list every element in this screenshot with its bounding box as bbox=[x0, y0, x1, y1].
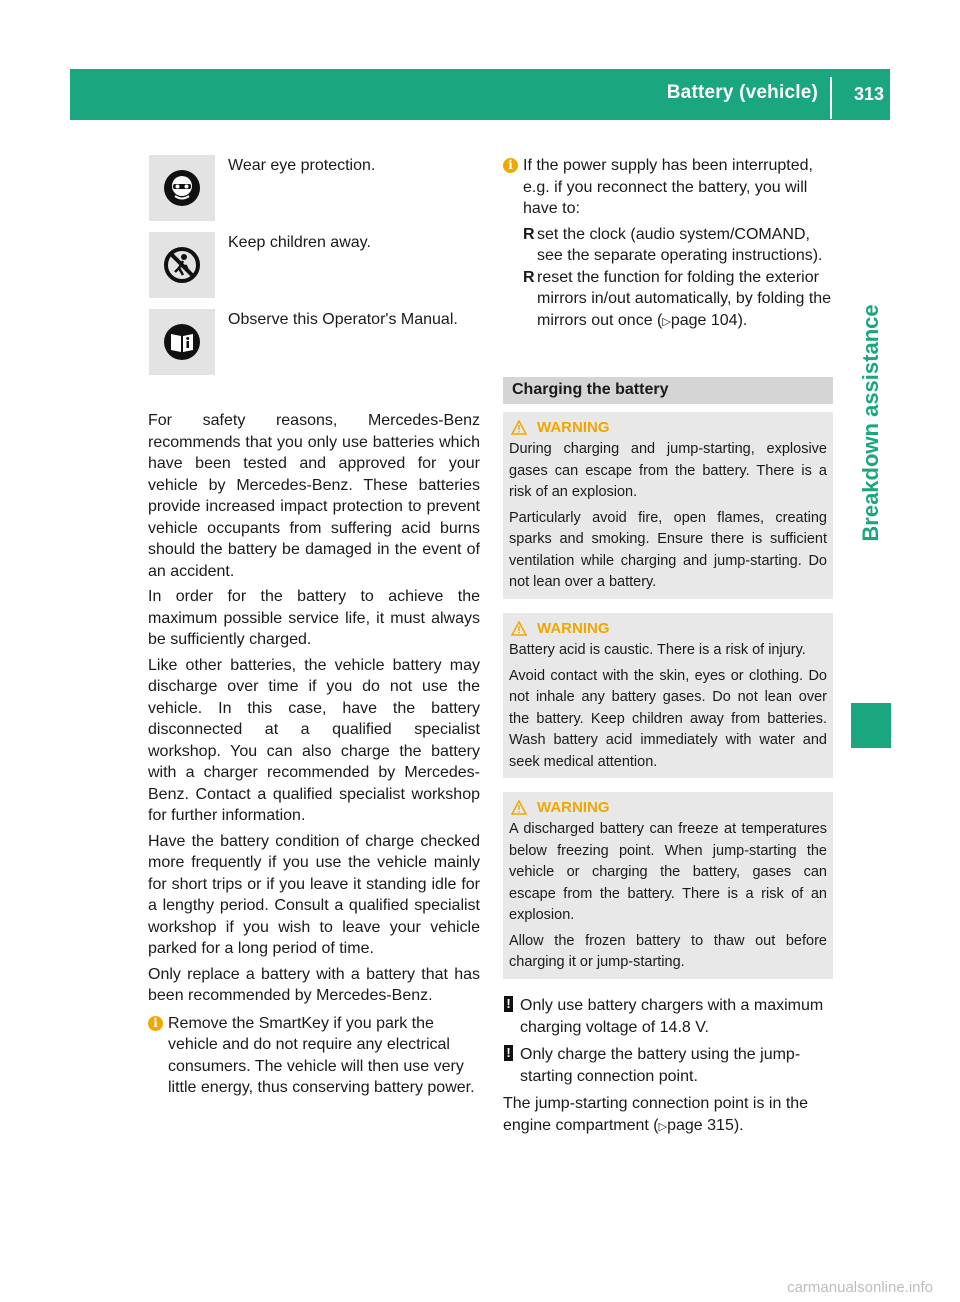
notes-section bbox=[503, 995, 835, 1138]
list-item bbox=[519, 224, 835, 267]
header-bar bbox=[70, 69, 890, 120]
warning-text: Allow the frozen battery to thaw out before charging it or jump-starting. bbox=[509, 932, 827, 970]
side-tab-label: Breakdown assistance bbox=[858, 304, 883, 542]
info-text: If the power supply has been interrupted, e.g. if you reconnect the battery, you will have to: bbox=[523, 157, 813, 217]
page-title: Battery (vehicle) bbox=[666, 82, 818, 103]
eye-protection-icon bbox=[149, 155, 215, 221]
warning-title: WARNING bbox=[509, 618, 827, 640]
info-note bbox=[503, 155, 835, 220]
list-item: R reset the function for folding the exterior mirrors in/out automatically, by folding the mirrors out once (▷ page 104). bbox=[519, 267, 835, 334]
paragraph: In order for the battery to achieve the maximum possible service life, it must always be sufficiently charged. bbox=[148, 588, 480, 648]
warning-text: Battery acid is caustic. There is a risk of injury. bbox=[509, 642, 806, 658]
warning-title: WARNING bbox=[509, 417, 827, 439]
page-reference-link[interactable]: ▷ page 315). bbox=[659, 1117, 744, 1134]
operators-manual-icon bbox=[149, 309, 215, 375]
warning-box bbox=[503, 792, 833, 979]
left-column bbox=[148, 410, 480, 1099]
side-tab-marker bbox=[851, 703, 891, 748]
warning-text: Particularly avoid fire, open flames, creating sparks and smoking. Ensure there is sufficient ventilation while charging and jump-starting. Do not lean over a battery. bbox=[509, 509, 827, 590]
exclamation-icon: ! bbox=[504, 1045, 513, 1061]
bullet-icon: R bbox=[523, 225, 535, 243]
watermark: carmanualsonline.info bbox=[787, 1279, 933, 1296]
info-text: Remove the SmartKey if you park the vehicle and do not require any electrical consumers. The vehicle will then use very little energy, thus conserving battery power. bbox=[168, 1014, 475, 1096]
page-reference-link[interactable]: ▷ page 104). bbox=[662, 312, 747, 329]
exclamation-icon: ! bbox=[504, 996, 513, 1012]
info-note bbox=[148, 1013, 480, 1099]
section-title: Charging the battery bbox=[512, 381, 669, 398]
warning-title: WARNING bbox=[509, 797, 827, 819]
bullet-list bbox=[503, 224, 835, 334]
symbol-text: Observe this Operator's Manual. bbox=[228, 311, 458, 328]
paragraph: Like other batteries, the vehicle battery may discharge over time if you do not use the vehicle. In this case, have the battery disconnected at a qualified specialist workshop. You can also charge the battery with a charger recommended by Mercedes-Benz. Contact a qualified specialist workshop for further information. bbox=[148, 656, 480, 824]
paragraph: For safety reasons, Mercedes-Benz recommends that you only use batteries which have been tested and approved for your vehicle by Mercedes-Benz. These batteries provide increased impact protection to prevent vehicle occupants from suffering acid burns should the battery be damaged in the event of an accident. bbox=[148, 412, 480, 580]
warning-text: A discharged battery can freeze at temperatures below freezing point. When jump-starting the vehicle or charging the battery, gases can escape from the battery. There is a risk of an explosion. bbox=[509, 821, 827, 923]
warning-text: Avoid contact with the skin, eyes or clothing. Do not inhale any battery gases. Do not lean over the battery. Keep children away from batteries. Wash battery acid immediately with water and seek medical attention. bbox=[509, 667, 827, 770]
caution-text: Only charge the battery using the jump-starting connection point. bbox=[520, 1046, 801, 1085]
info-icon: i bbox=[503, 158, 518, 173]
page-number: 313 bbox=[853, 84, 884, 104]
warning-text: During charging and jump-starting, explosive gases can escape from the battery. There is a risk of an explosion. bbox=[509, 441, 827, 500]
paragraph: Have the battery condition of charge checked more frequently if you use the vehicle mainly for short trips or if you leave it standing idle for a lengthy period. Consult a qualified specialist workshop if you wish to leave your vehicle parked for a long period of time. bbox=[148, 832, 480, 957]
info-icon: i bbox=[148, 1016, 163, 1031]
caution-note bbox=[503, 995, 835, 1038]
warning-triangle-icon bbox=[511, 800, 527, 815]
warning-box bbox=[503, 613, 833, 778]
paragraph: The jump-starting connection point is in the engine compartment (▷ page 315). bbox=[503, 1093, 835, 1138]
symbol-text: Keep children away. bbox=[228, 234, 371, 251]
warning-triangle-icon bbox=[511, 420, 527, 435]
list-item-text: reset the function for folding the exterior mirrors in/out automatically, by folding the mirrors out once bbox=[537, 268, 832, 329]
header-divider bbox=[830, 77, 832, 119]
bullet-icon: R bbox=[523, 268, 535, 286]
section-side-tab bbox=[851, 123, 891, 703]
paragraph: Only replace a battery with a battery that has been recommended by Mercedes-Benz. bbox=[148, 965, 480, 1004]
warning-triangle-icon bbox=[511, 621, 527, 636]
caution-note bbox=[503, 1044, 835, 1087]
right-column bbox=[503, 155, 835, 333]
caution-text: Only use battery chargers with a maximum charging voltage of 14.8 V. bbox=[520, 997, 824, 1036]
warning-box bbox=[503, 412, 833, 599]
section-heading bbox=[503, 377, 833, 404]
keep-children-away-icon bbox=[149, 232, 215, 298]
symbol-text: Wear eye protection. bbox=[228, 157, 376, 174]
list-item-text: set the clock (audio system/COMAND, see the separate operating instructions). bbox=[537, 225, 823, 264]
